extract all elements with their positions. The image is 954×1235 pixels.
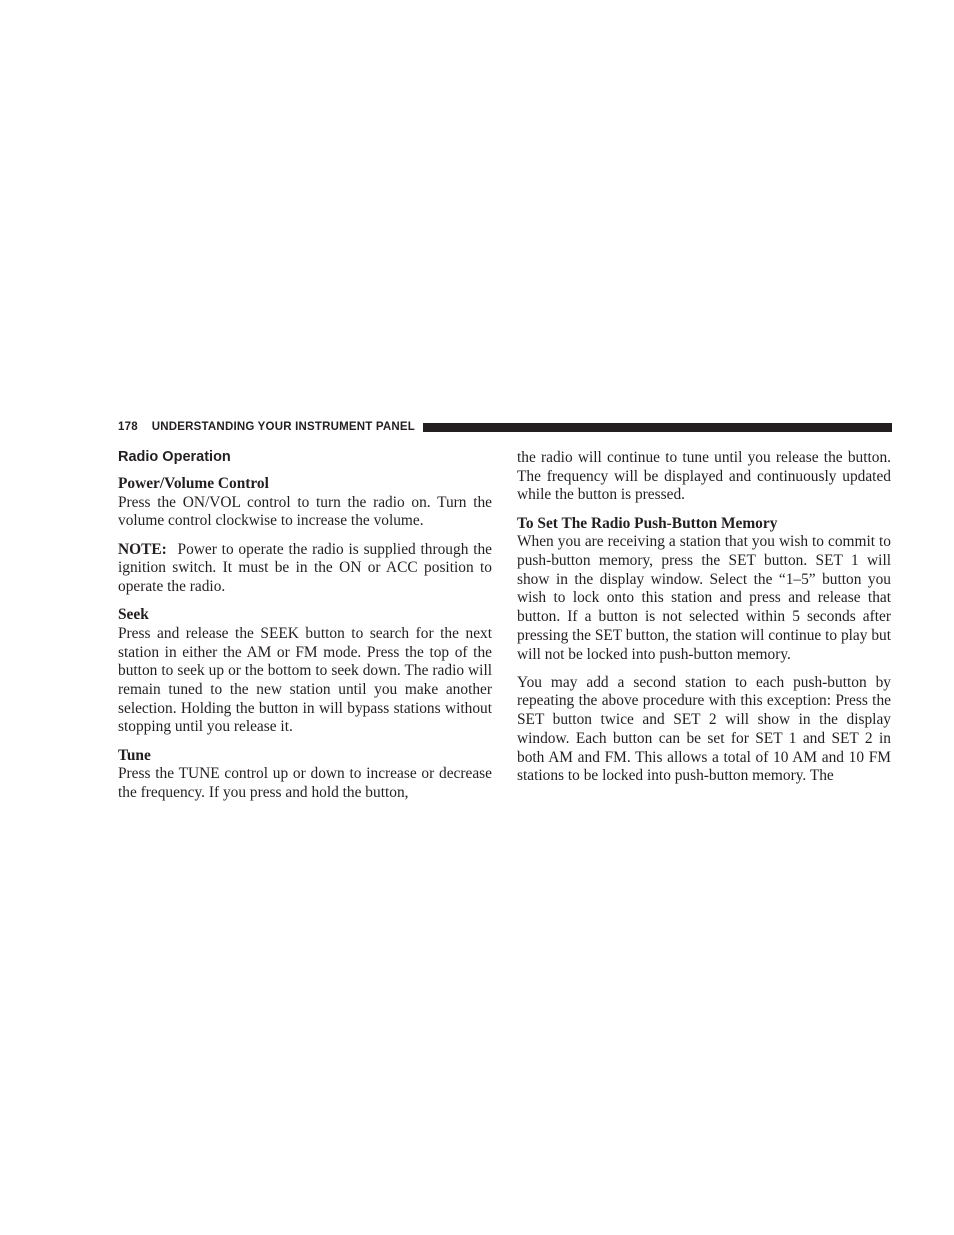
note-paragraph: [118, 541, 492, 597]
seek-heading: Seek: [118, 606, 149, 624]
seek-text: Press and release the SEEK button to search for the next station in either the AM or FM mode. Press the top of the button to seek up or the bottom to seek down. The radio will remain tuned to the new station until you make another selection. Holding the button in will bypass stations without stopping until you release it.: [118, 624, 492, 736]
chapter-title: UNDERSTANDING YOUR INSTRUMENT PANEL: [151, 421, 415, 433]
section-title: Radio Operation: [118, 449, 231, 465]
tune-heading: Tune: [118, 746, 151, 764]
running-header: [118, 420, 892, 434]
right-column: [517, 449, 891, 786]
tune-text: Press the TUNE control up or down to increase or decrease the frequency. If you press and hold the button,: [118, 765, 492, 802]
left-column: [118, 448, 492, 803]
note-label: NOTE:: [118, 540, 167, 558]
push-button-memory-text-2: You may add a second station to each push-button by repeating the above procedure with this exception: Press the SET button twice and SET 2 will show in the display window. Each button can be set for SET 1 and SET 2 in both AM and FM. This allows a total of 10 AM and 10 FM stations to be locked into push-button memory. The: [517, 673, 891, 785]
push-button-memory-text-1: When you are receiving a station that you wish to commit to push-button memory, press the SET button. SET 1 will show in the display window. Select the “1–5” button you wish to lock onto this station and press and release that button. If a button is not selected within 5 seconds after pressing the SET button, the station will continue to play but will not be locked into push-button memory.: [517, 533, 891, 663]
page-number: 178: [118, 421, 138, 433]
tune-continued-text: the radio will continue to tune until you release the button. The frequency will be displayed and continuously updated while the button is pressed.: [517, 449, 891, 504]
note-text: Power to operate the radio is supplied through the ignition switch. It must be in the ON or ACC position to operate the radio.: [118, 540, 492, 596]
power-volume-text: Press the ON/VOL control to turn the radio on. Turn the volume control clockwise to increase the volume.: [118, 493, 492, 530]
header-rule: [423, 423, 892, 432]
power-volume-heading: Power/Volume Control: [118, 475, 269, 492]
push-button-memory-heading: To Set The Radio Push-Button Memory: [517, 514, 778, 532]
